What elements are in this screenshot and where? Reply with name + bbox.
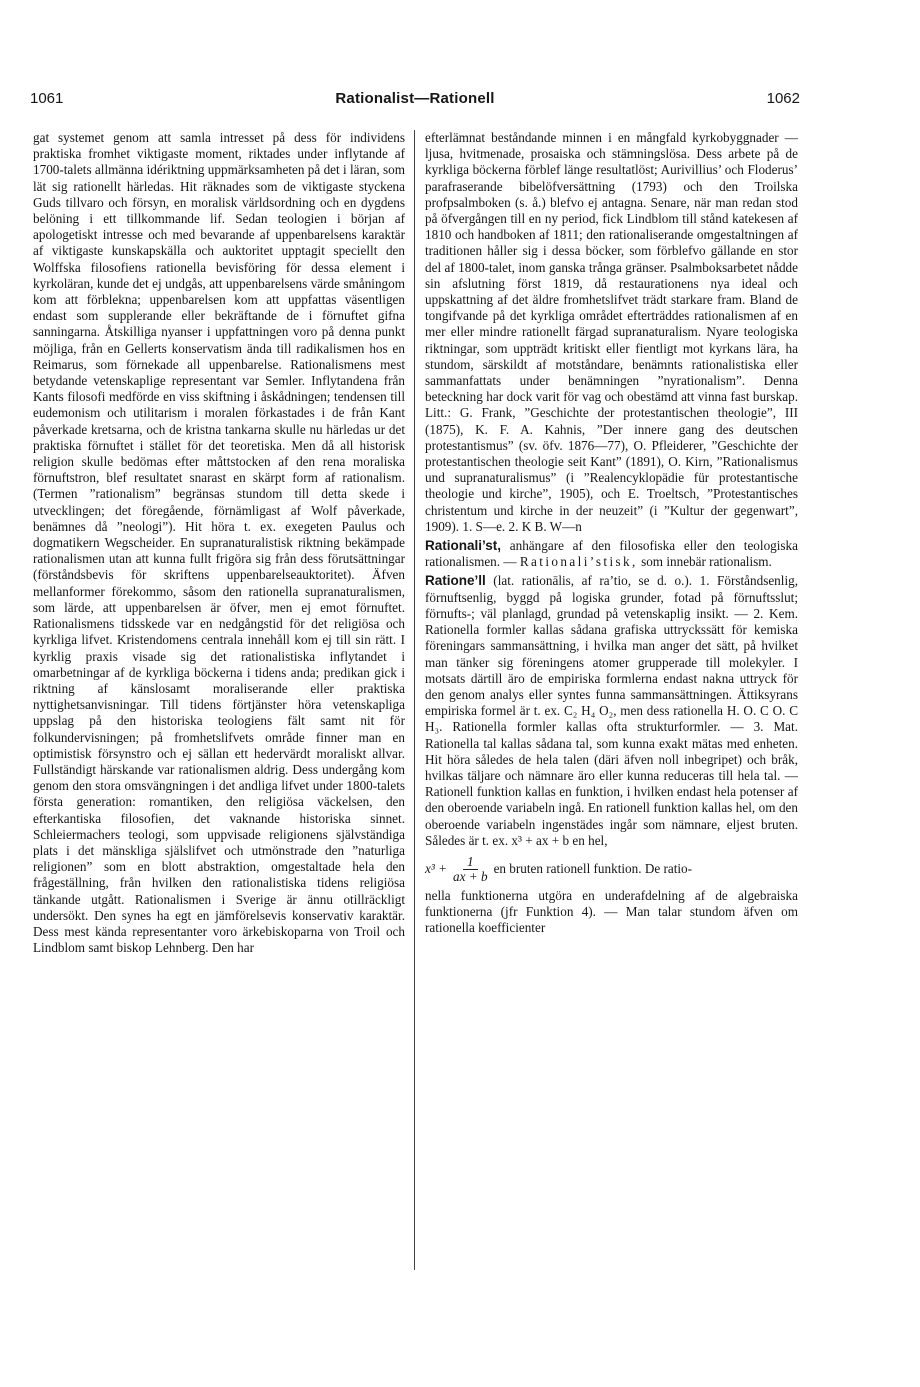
fraction — [453, 855, 488, 884]
running-head: Rationalist—Rationell — [335, 90, 495, 107]
entry-rationell-end: nella funktionerna utgöra en underafdelning af de algebraiska funktionerna (jfr Funktion 4). — Man talar stundom äfven om rationella koefficienter — [425, 887, 798, 936]
left-column — [33, 130, 405, 956]
entry-rationell-text: (lat. rationālis, af ra’tio, se d. o.). 1. Förståndsenlig, förnuftsenlig, byggd på logiska grunder, fotad på förnuftsslut; förnufts-; väl planlagd, grundad på vetenskaplig insikt. — 2. Kem. Rationella formler kallas sådana grafiska uttryckssätt för kemiska föreningars sammansättning, i hvilka man anger det sätt, på hvilket man tänker sig föreningens atomer grupperade till molekyler. I motsats därtill äro de empiriska formlerna endast nakna uttryck för den genom analys eller syntes funna sammansättningen. Ättiksyrans empiriska formel är t. ex. C₂ H₄ O₂, men dess rationella H. O. C O. C H₃. Rationella formler kallas ofta strukturformler. — 3. Mat. Rationella tal kallas sådana tal, som kunna exakt mätas med enheten. Hit höra således de hela talen (däri äfven noll inbegripet) och bråk, hvilkas täljare och nämnare äro eller kunna reduceras till hela tal. — Rationell funktion kallas en funktion, i hvilken endast hela potenser af den oberoende variabeln ingå. En rationell funktion kallas hel, om den oberoende variabeln ingenstädes ingår som nämnare, eljest bruten. Således är t. ex. x³ + ax + b en hel, — [425, 573, 798, 848]
page-header — [30, 90, 800, 116]
fraction-denominator: ax + b — [453, 868, 488, 884]
entry-rationalist — [425, 538, 798, 570]
page-number-right: 1062 — [766, 90, 800, 107]
page-number-left: 1061 — [30, 90, 64, 107]
formula-lead: x³ + — [425, 861, 448, 877]
entry-rationalist-tail: som innebär rationalism. — [637, 554, 772, 570]
entry-rationell — [425, 573, 798, 848]
formula-line — [425, 855, 798, 884]
fraction-numerator: 1 — [463, 855, 478, 870]
formula-tail: en bruten rationell funktion. De ratio- — [493, 861, 693, 877]
right-column — [425, 130, 798, 937]
entry-rationalist-text: anhängare af den filosofiska eller den teologiska rationalismen. — — [425, 538, 798, 570]
headword-rationalist: Rationali’st, — [425, 538, 502, 554]
spaced-term-rationalistisk: Rationali’stisk, — [519, 554, 638, 570]
left-column-text: gat systemet genom att samla intresset på dess för individens praktiska fromhet viktigaste moment, riktades under inflytande af 1700-talets allmänna idériktning uppmärksamheten på det i läran, som lät sig rationellt härledas. Hit räknades som de viktigaste styckena Guds tillvaro och försyn, en moralisk världsordning och en dygdens belöning i ett tillkommande lif. Sedan teologien i början af apologetiskt intresse och med bevarande af uppenbarelsens karaktär af viktigaste kunskapskälla och auktoritet upptagit speciellt den Wolffska filosofiens rationella bevisföring för dessa element i kyrkoläran, kunde det ej undgås, att uppenbarelsens värde småningom kom att förblekna; uppenbarelsen kom att uppfattas väsentligen endast som supplerande eller bekräftande de i förnuftet gifna sanningarna. Åtskilliga nyanser i uppfattningen voro på denna punkt möjliga, från en Gellerts konservatism ända till radikalismen hos en Reimarus, som förnekade all uppenbarelse. Rationalismens mest betydande vetenskaplige representant var Semler. Inflytandena från Kants filosofi medförde en viss skiftning i åskådningen; tendensen till eudemonism och utilitarism i moralen förkastades i de från Kant påverkade kretsarna, och de kristna tankarna skulle nu härledas ur det praktiska förnuftet i stället för det teoretiska. Men då all historisk religion skulle bedömas efter måttstocken af den rena moraliska förnuftstron, blef resultatet snarast en skärpt form af rationalism. (Termen ”rationalism” begränsas stundom till detta skede i utvecklingen; det föregående, förnämligast af Wolf påverkade, benämnes då ”neologi”). Hit höra t. ex. exegeten Paulus och dogmatikern Wegscheider. En supranaturalistisk riktning bekämpade rationalismen utan att kunna fullt frigöra sig från dess förutsättningar (förståndsbevis för skriftens uppenbarelseauktoritet). Äfven mellanformer förekommo, såsom den rationella supranaturalismen, som lärde, att uppenbarelsen är öfver, men ej emot förnuftet. Rationalismens tidsskede var en nedgångstid för det religiösa och kyrkliga lifvet. Kristendomens centrala innehåll kom ej till sin rätt. I kyrklig praxis visade sig det rationalistiska inflytandet i omarbetningar af de kyrkliga böckerna i tidens anda; predikan gick i riktning af känslosamt moraliserande eller praktiska nyttighetsanvisningar. Till tidens förtjänster höra vetenskapliga uppslag på den historiska teologiens fält samt nit för folkundervisningen; på fromhetslifvets område finner man en optimistisk försynstro och ej sällan ett hedervärdt moraliskt allvar. Fullständigt härskande var rationalismen aldrig. Dess undergång kom genom den stora omsvängningen i det andliga lifvet under 1800-talets första generation: romantiken, den religiösa väckelsen, den efterkantiska filosofien, det vaknande historiska sinnet. Schleiermachers teologi, som uppvisade religionens självständiga plats i det mänskliga själslifvet och utmönstrade den ”naturliga religionen” som en blott abstraktion, omgestaltade hela den frågeställning, från hvilken den rationalistiska tidens religiösa tänkande utgått. Rationalismen i Sverige är ännu otillräckligt undersökt. Den synes ha egt en jämförelsevis konservativ karaktär. Dess mest kända representanter voro ärkebiskoparna von Troil och Lindblom samt biskop Lehnberg. Den har — [33, 130, 405, 956]
column-divider — [414, 130, 415, 1270]
headword-rationell: Ratione’ll — [425, 573, 486, 589]
continuation-paragraph: efterlämnat beståndande minnen i en mångfald kyrkobyggnader — ljusa, hvitmenade, prosaiska och stämningslösa. Dess arbete på de kyrkliga böckerna förblef länge resultatlöst; Aurivillius’ och Floderus’ parafraserande bibelöfversättning (1793) och den Troilska profpsalmboken (s. å.) blefvo ej antagna. Senare, när man redan stod på öfvergången till en ny period, fick Lindblom till stånd katekesen af 1810 och handboken af 1811; den rationaliserande omgestaltningen af traditionen håller sig i dessa böcker, som förblefvo gällande en stor del af 1800-talet, inom ganska trånga gränser. Psalmboksarbetet nådde sin afslutning först 1819, då restaurationens nya ideal och uppskattning af det äldre fromhetslifvet trädt starkare fram. Bland de tongifvande på det kyrkliga området efterträddes rationalismen af en mer eller mindre rationellt färgad supranaturalism. Nyare teologiska riktningar, som uppträdt kritiskt eller fientligt mot kyrkans lära, ha stundom, särskildt af motståndare, benämnts rationalistiska eller sammanfattats under benämningen ”nyrationalism”. Denna beteckning har dock varit för vag och obestämd att vinna fast burskap. Litt.: G. Frank, ”Geschichte der protestantischen theologie”, III (1875), K. F. A. Kahnis, ”Der innere gang des deutschen protestantismus” (sv. öfv. 1876—77), O. Pfleiderer, ”Geschichte der protestantischen theologie seit Kant” (1891), O. Kirn, ”Rationalismus und supranaturalismus” (i ”Realencyklopädie für protestantische theologie und kirche”, 1905), och E. Troeltsch, ”Protestantisches christentum und kirche in der neuzeit” (i ”Kultur der gegenwart”, 1909). 1. S—e. 2. K B. W—n — [425, 130, 798, 534]
